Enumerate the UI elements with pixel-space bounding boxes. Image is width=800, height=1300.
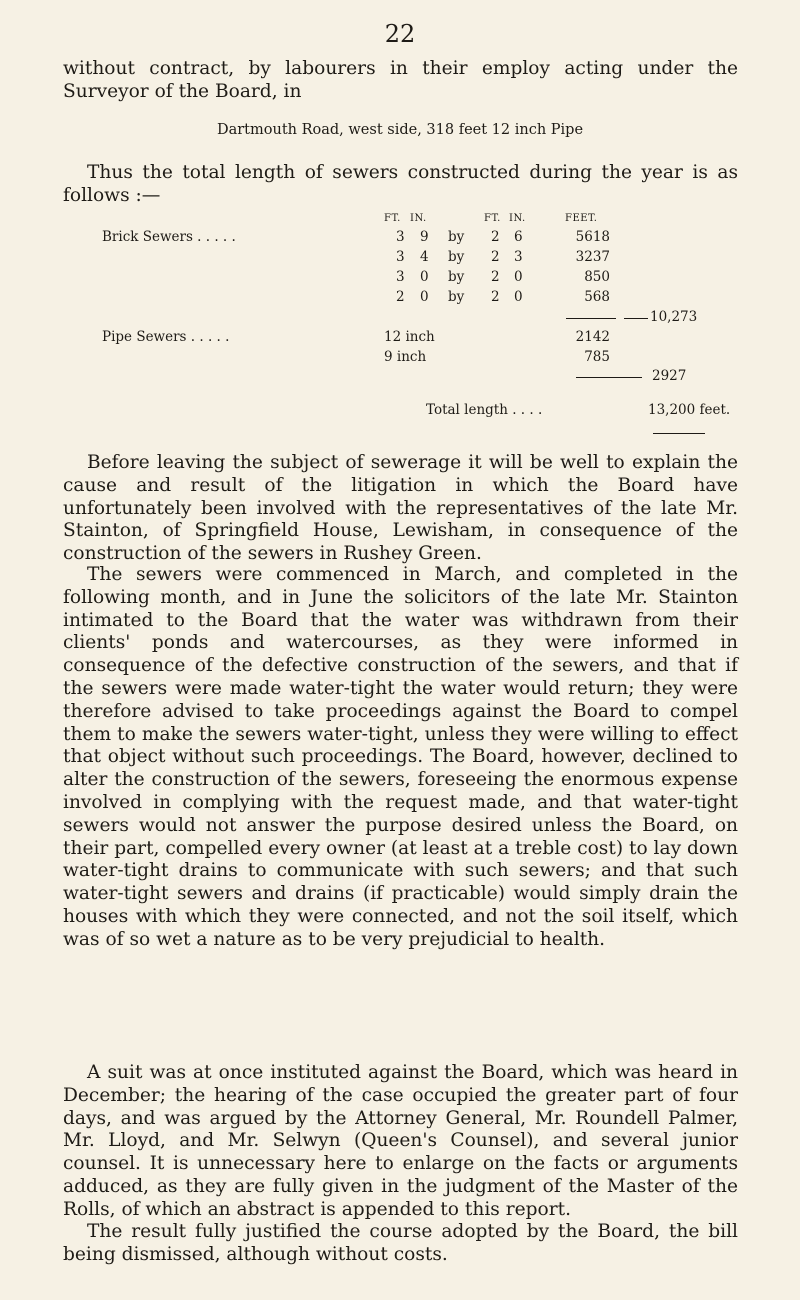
summary-intro: Thus the total length of sewers constructed during the year is as follows :— bbox=[63, 162, 738, 206]
cell: 3 bbox=[396, 229, 405, 245]
cell: 4 bbox=[420, 249, 429, 265]
pipe-subtotal: 2927 bbox=[652, 368, 687, 384]
location-line: Dartmouth Road, west side, 318 feet 12 inch Pipe bbox=[216, 122, 584, 138]
cell: 0 bbox=[514, 289, 523, 305]
pipe-sewers-label: Pipe Sewers . . . . . bbox=[102, 329, 230, 345]
intro-text: without contract, by labourers in their employ acting under the Surveyor of the Board, in bbox=[63, 58, 738, 102]
total-value: 13,200 feet. bbox=[648, 402, 731, 418]
cell: 3237 bbox=[575, 249, 610, 265]
paragraph-result: The result fully justified the course adopted by the Board, the bill being dismissed, although without costs. bbox=[63, 1221, 738, 1265]
cell: by bbox=[448, 229, 465, 245]
cell: 9 bbox=[420, 229, 429, 245]
paragraph-sewers: The sewers were commenced in March, and completed in the following month, and in June the solicitors of the late Mr. Stainton intimated to the Board that the water was withdrawn from their clients' ponds and watercourses, as they were informed in consequence of the defective construction of the sewers, and that if the sewers were made water-tight the water would return; they were therefore advised to take proceedings against the Board to compel them to make the sewers water-tight, unless they were willing to effect that object without such proceedings. The Board, however, declined to alter the construction of the sewers, foreseeing the enormous expense involved in complying with the request made, and that water-tight sewers would not answer the purpose desired unless the Board, on their part, compelled every owner (at least at a treble cost) to lay down water-tight drains to communicate with such sewers; and that such water-tight sewers and drains (if practicable) would simply drain the houses with which they were connected, and not the soil itself, which was of so wet a nature as to be very prejudicial to health. bbox=[63, 564, 738, 950]
divider bbox=[576, 377, 642, 378]
cell: 0 bbox=[420, 289, 429, 305]
cell: 850 bbox=[584, 269, 610, 285]
cell: by bbox=[448, 249, 465, 265]
header-in-2: IN. bbox=[509, 213, 526, 224]
cell: 0 bbox=[514, 269, 523, 285]
header-ft-2: FT. bbox=[484, 213, 501, 224]
cell: 2 bbox=[491, 249, 500, 265]
header-in-1: IN. bbox=[410, 213, 427, 224]
brick-subtotal: 10,273 bbox=[650, 309, 698, 325]
cell: 3 bbox=[514, 249, 523, 265]
divider bbox=[566, 318, 616, 319]
cell: by bbox=[448, 289, 465, 305]
cell: 9 inch bbox=[384, 349, 427, 365]
divider bbox=[624, 318, 648, 319]
header-ft-1: FT. bbox=[384, 213, 401, 224]
cell: 3 bbox=[396, 269, 405, 285]
paragraph-suit: A suit was at once instituted against the Board, which was heard in December; the hearing of the case occupied the greater part of four days, and was argued by the Attorney General, Mr. Roundell Palmer, Mr. Lloyd, and Mr. Selwyn (Queen's Counsel), and several junior counsel. It is unnecessary here to enlarge on the facts or arguments adduced, as they are fully given in the judgment of the Master of the Rolls, of which an abstract is appended to this report. bbox=[63, 1062, 738, 1220]
cell: 0 bbox=[420, 269, 429, 285]
cell: 2142 bbox=[575, 329, 610, 345]
cell: 12 inch bbox=[384, 329, 435, 345]
header-feet: FEET. bbox=[565, 213, 598, 224]
total-label: Total length . . . . bbox=[426, 402, 543, 418]
cell: 6 bbox=[514, 229, 523, 245]
cell: 2 bbox=[491, 229, 500, 245]
cell: 2 bbox=[396, 289, 405, 305]
paragraph-litigation: Before leaving the subject of sewerage it will be well to explain the cause and result of the litigation in which the Board have unfortunately been involved with the representatives of the late Mr. Stainton, of Springfield House, Lewisham, in consequence of the construction of the sewers in Rushey Green. bbox=[63, 452, 738, 565]
brick-sewers-label: Brick Sewers . . . . . bbox=[102, 229, 236, 245]
page-number: 22 bbox=[384, 20, 416, 48]
cell: 2 bbox=[491, 269, 500, 285]
cell: 5618 bbox=[575, 229, 610, 245]
cell: 785 bbox=[584, 349, 610, 365]
cell: 2 bbox=[491, 289, 500, 305]
cell: 3 bbox=[396, 249, 405, 265]
cell: 568 bbox=[584, 289, 610, 305]
cell: by bbox=[448, 269, 465, 285]
divider bbox=[653, 433, 705, 434]
